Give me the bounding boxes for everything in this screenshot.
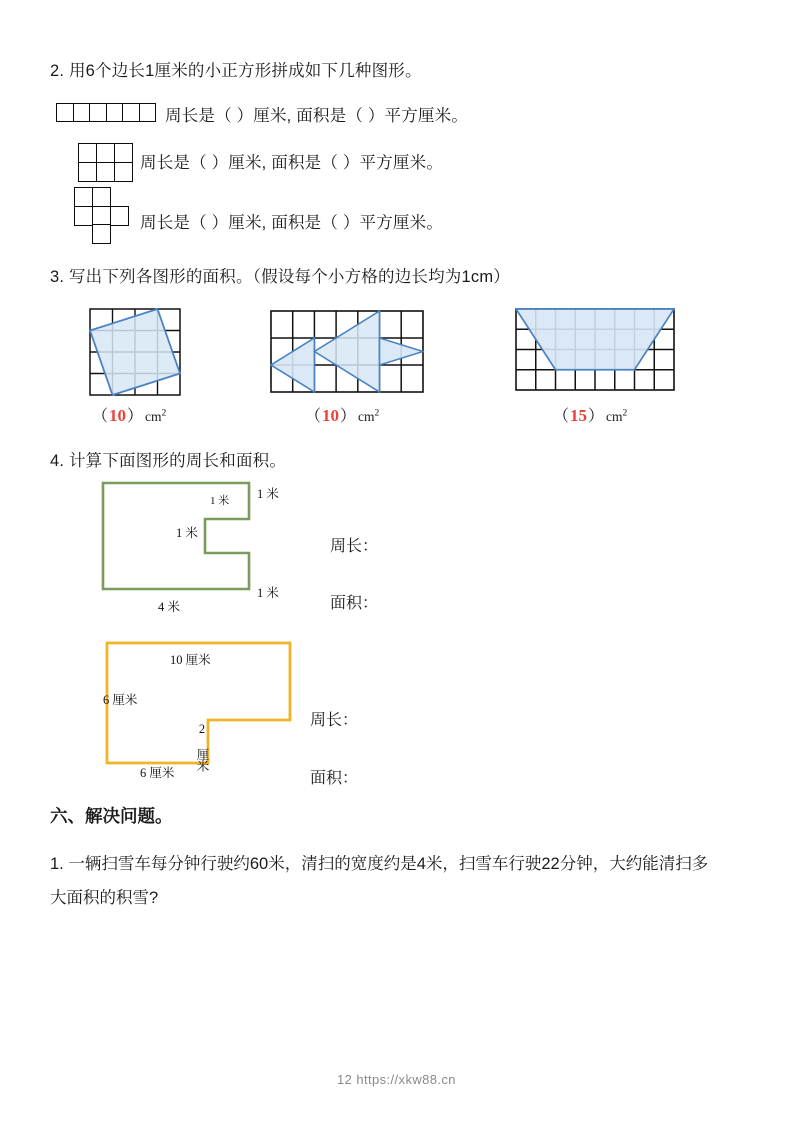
- figure-b-answer: [305, 403, 379, 426]
- figure-a-answer: [92, 403, 166, 426]
- answer-unit: $cm^2$: [358, 408, 380, 424]
- unit-square: [73, 103, 91, 122]
- unit-square: [96, 162, 115, 182]
- answer-close-paren: ）: [588, 408, 605, 425]
- answer-open-paren: （: [553, 408, 570, 425]
- unit-square: [92, 224, 111, 244]
- unit-square: [139, 103, 157, 122]
- shape-b-dim-bottom: 6 厘米: [140, 766, 175, 780]
- answer-close-paren: ）: [340, 408, 357, 425]
- answer-value: 15: [570, 406, 588, 425]
- shape-b-dim-inner-vertical: 2 厘米: [195, 722, 209, 771]
- question-2-row-2-text: 周长是（ ）厘米, 面积是（ ）平方厘米。: [140, 154, 444, 172]
- answer-close-paren: ）: [127, 408, 144, 425]
- figure-trapezoid-grid: [515, 308, 675, 391]
- shape-b-area-label: 面积：: [310, 770, 359, 787]
- question-2-row-1-text: 周长是（ ）厘米, 面积是（ ）平方厘米。: [165, 107, 469, 125]
- unit-square: [74, 206, 93, 226]
- answer-unit: $cm^2$: [606, 408, 628, 424]
- question-2-row-3-text: 周长是（ ）厘米, 面积是（ ）平方厘米。: [140, 214, 444, 232]
- question-2-prompt: 2. 用6个边长1厘米的小正方形拼成如下几种图形。: [50, 62, 422, 80]
- section-6-heading: 六、解决问题。: [50, 806, 173, 826]
- answer-open-paren: （: [305, 408, 322, 425]
- answer-value: 10: [109, 406, 127, 425]
- figure-strip-1x6: [56, 103, 156, 122]
- shape-b-dim-left: 6 厘米: [103, 693, 138, 707]
- unit-square: [114, 143, 133, 163]
- section-6-problem-1: 1. 一辆扫雪车每分钟行驶约60米，清扫的宽度约是4米，扫雪车行驶22分钟，大约能清扫多大面积的积雪?: [50, 855, 709, 907]
- unit-square: [106, 103, 124, 122]
- figure-two-triangles-grid: [270, 310, 424, 393]
- shape-a-dim-notch-left: 1 米: [176, 526, 198, 540]
- shape-a-dim-top-right: 1 米: [257, 487, 279, 501]
- shape-a-dim-bottom: 4 米: [158, 600, 180, 614]
- question-3-prompt: 3. 写出下列各图形的面积。（假设每个小方格的边长均为1cm）: [50, 268, 510, 286]
- unit-square: [56, 103, 74, 122]
- answer-value: 10: [322, 406, 340, 425]
- shape-b-dim-top: 10 厘米: [170, 653, 211, 667]
- shape-a-perimeter-label: 周长：: [330, 538, 379, 555]
- page-footer-watermark: 12 https://xkw88.cn: [337, 1072, 456, 1087]
- shape-a-area-label: 面积：: [330, 595, 379, 612]
- unit-square: [110, 206, 129, 226]
- figure-c-answer: [553, 403, 627, 426]
- figure-tilted-square-grid: [89, 308, 181, 396]
- shape-a-dim-bottom-right: 1 米: [257, 586, 279, 600]
- question-4-prompt: 4. 计算下面图形的周长和面积。: [50, 452, 287, 470]
- figure-rect-2x3: [78, 143, 133, 181]
- shape-a-dim-notch-top: 1 米: [210, 495, 230, 507]
- answer-open-paren: （: [92, 408, 109, 425]
- unit-square: [92, 206, 111, 226]
- unit-square: [92, 187, 111, 207]
- unit-square: [74, 187, 93, 207]
- shape-b-perimeter-label: 周长：: [310, 712, 359, 729]
- unit-square: [96, 143, 115, 163]
- unit-square: [78, 162, 97, 182]
- unit-square: [78, 143, 97, 163]
- answer-unit: $cm^2$: [145, 408, 167, 424]
- unit-square: [89, 103, 107, 122]
- figure-cross-hexomino: [74, 187, 132, 245]
- unit-square: [114, 162, 133, 182]
- unit-square: [122, 103, 140, 122]
